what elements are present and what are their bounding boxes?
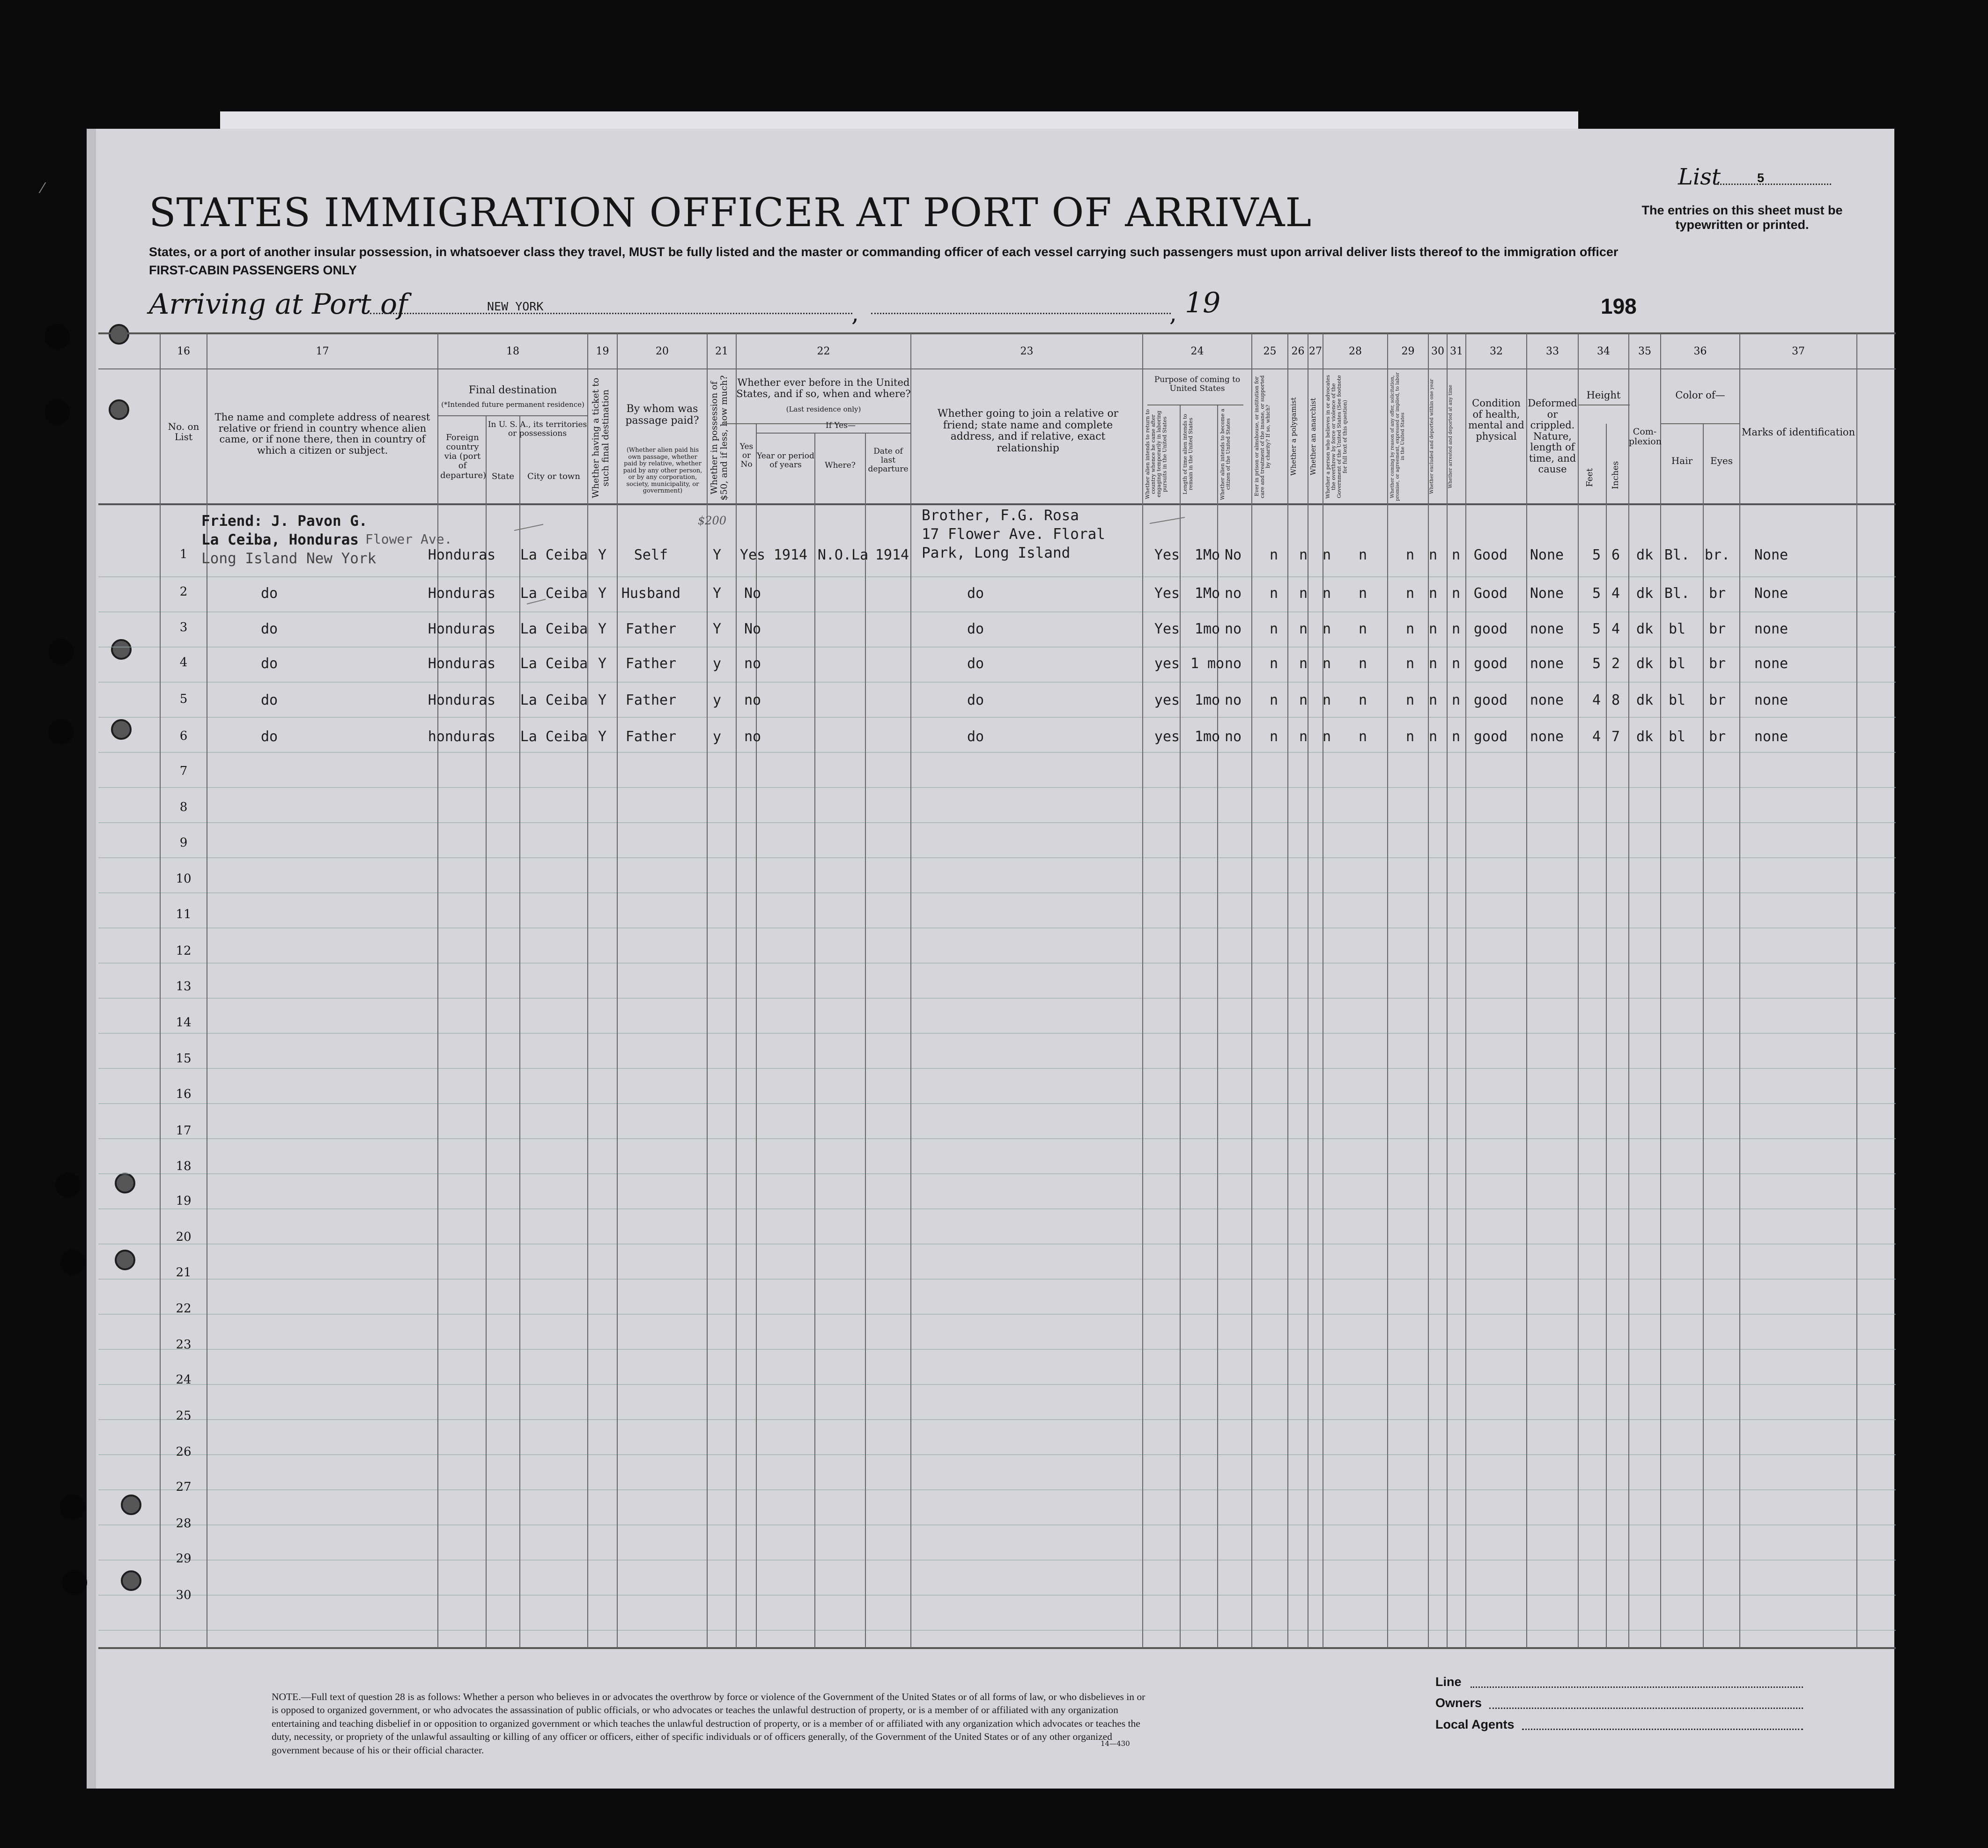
row-number: 12 xyxy=(176,944,192,958)
row-number: 9 xyxy=(179,836,188,850)
joining-cell: do xyxy=(967,621,984,637)
arrested-cell: n xyxy=(1451,729,1461,745)
agents-underline xyxy=(1522,1729,1803,1730)
hair-cell: bl xyxy=(1668,621,1686,637)
purpose-citizen-cell: no xyxy=(1224,585,1242,602)
header-arrested: Whether arrested and deported at any time xyxy=(1448,384,1453,489)
marks-cell: none xyxy=(1754,692,1788,708)
complexion-cell: dk xyxy=(1636,585,1654,602)
typewritten-instruction: The entries on this sheet must be typewritten or printed. xyxy=(1641,203,1843,232)
column-number: 26 xyxy=(1291,346,1305,357)
complexion-cell: dk xyxy=(1636,729,1654,745)
anarchist-cell: n xyxy=(1322,547,1331,563)
ticket-cell: Y xyxy=(598,655,607,672)
passage-paid-cell: Husband xyxy=(621,585,681,602)
arrested-cell: n xyxy=(1451,655,1461,672)
header-final-destination-note: (*Intended future permanent residence) xyxy=(441,400,584,409)
city-cell: La Ceiba xyxy=(520,621,588,637)
purpose-length-cell: 1mo xyxy=(1194,729,1220,745)
excluded-cell: n xyxy=(1428,547,1438,563)
list-number: 5 xyxy=(1757,171,1765,185)
foreign-country-cell: Honduras xyxy=(428,692,496,708)
header-anarchist: Whether an anarchist xyxy=(1309,398,1317,476)
eyes-cell: br xyxy=(1708,655,1726,672)
prison-cell: n xyxy=(1269,729,1279,745)
feet-cell: 4 xyxy=(1592,692,1601,708)
marks-cell: none xyxy=(1754,729,1788,745)
row-number: 5 xyxy=(179,692,188,706)
header-eyes: Eyes xyxy=(1710,455,1733,466)
inches-cell: 6 xyxy=(1611,547,1620,563)
arrested-cell: n xyxy=(1451,547,1461,563)
relative-line-1: Friend: J. Pavon G. xyxy=(201,513,368,530)
header-purpose-citizen: Whether alien intends to become a citizen of the United States xyxy=(1219,408,1232,500)
column-number: 35 xyxy=(1638,346,1651,357)
row-number: 21 xyxy=(176,1266,192,1280)
arrested-cell: n xyxy=(1451,621,1461,637)
where-cell: N.O.La xyxy=(817,547,869,563)
column-number: 37 xyxy=(1792,346,1805,357)
foreign-country-cell: Honduras xyxy=(428,621,496,637)
header-deformed: Deformed or crippled. Nature, length of time, and cause xyxy=(1528,398,1577,475)
header-ever-before: Whether ever before in the United States, and if so, when and where? xyxy=(736,377,911,399)
joining-cell: do xyxy=(967,585,984,602)
stamp-number: 198 xyxy=(1601,294,1637,318)
q28-cell: n xyxy=(1358,621,1367,637)
complexion-cell: dk xyxy=(1636,655,1654,672)
ticket-cell: Y xyxy=(598,692,607,708)
row-number: 29 xyxy=(176,1552,192,1566)
row-number: 26 xyxy=(176,1445,192,1459)
column-number: 25 xyxy=(1263,346,1277,357)
complexion-cell: dk xyxy=(1636,621,1654,637)
deformed-cell: none xyxy=(1530,692,1564,708)
header-year-period: Year or period of years xyxy=(757,451,814,470)
row-number: 13 xyxy=(176,979,192,994)
contract-labor-cell: n xyxy=(1405,547,1415,563)
header-purpose: Purpose of coming to United States xyxy=(1154,375,1241,394)
column-number: 18 xyxy=(506,346,519,357)
q28-cell: n xyxy=(1358,547,1367,563)
condition-cell: Good xyxy=(1473,585,1508,602)
eyes-cell: br xyxy=(1708,729,1726,745)
money-note: $200 xyxy=(698,514,727,527)
header-no-on-list: No. on List xyxy=(168,421,200,443)
header-state: State xyxy=(491,471,515,481)
deformed-cell: none xyxy=(1530,729,1564,745)
passage-paid-cell: Father xyxy=(625,692,677,708)
row-number: 2 xyxy=(179,585,188,599)
hair-cell: bl xyxy=(1668,729,1686,745)
header-prison: Ever in prison or almshouse, or institution for care and treatment of the insane, or supported by charity? If so, which? xyxy=(1254,375,1271,498)
prison-cell: n xyxy=(1269,692,1279,708)
ever-before-cell: no xyxy=(744,692,761,708)
money-cell: y xyxy=(712,729,722,745)
arriving-label: Arriving at Port of xyxy=(149,288,408,321)
column-number: 27 xyxy=(1309,346,1322,357)
header-excluded: Whether excluded and deported within one year xyxy=(1429,379,1434,494)
contract-labor-cell: n xyxy=(1405,692,1415,708)
relative-cell: do xyxy=(260,621,278,637)
joining-cell: do xyxy=(967,729,984,745)
column-number: 30 xyxy=(1431,346,1444,357)
q28-cell: n xyxy=(1358,585,1367,602)
year-cell: 1914 xyxy=(773,547,808,563)
feet-cell: 5 xyxy=(1592,547,1601,563)
column-number: 17 xyxy=(316,346,329,357)
row-number: 20 xyxy=(176,1230,192,1244)
row-number: 30 xyxy=(176,1588,192,1602)
relative-cell: do xyxy=(260,729,278,745)
header-date-last-departure: Date of last departure xyxy=(868,447,909,474)
row-number: 7 xyxy=(179,764,188,778)
header-purpose-return: Whether alien intends to return to country whence he came after engaging temporarily in laboring pursuits in the United States xyxy=(1145,409,1168,499)
column-number: 36 xyxy=(1693,346,1707,357)
excluded-cell: n xyxy=(1428,692,1438,708)
header-question-28: Whether a person who believes in or advocates the overthrow by force or violence of the Government of the United States (See footnote for full text of this question) xyxy=(1325,375,1348,499)
row-number: 25 xyxy=(176,1409,192,1423)
money-cell: y xyxy=(712,692,722,708)
header-yes-or-no: Yes or No xyxy=(739,442,754,470)
purpose-length-cell: 1Mo xyxy=(1194,547,1220,563)
line-label: Line xyxy=(1435,1675,1462,1689)
purpose-return-cell: Yes xyxy=(1154,585,1180,602)
passage-paid-cell: Father xyxy=(625,621,677,637)
header-in-usa: In U. S. A., its territories or possessions xyxy=(488,420,587,439)
purpose-length-cell: 1 mo xyxy=(1190,655,1225,672)
money-cell: y xyxy=(712,655,722,672)
ticket-cell: Y xyxy=(598,729,607,745)
comma: , xyxy=(851,300,859,327)
city-cell: La Ceiba xyxy=(520,585,588,602)
header-height: Height xyxy=(1586,390,1621,401)
relative-cell: do xyxy=(260,655,278,672)
passage-paid-cell: Father xyxy=(625,655,677,672)
prison-cell: n xyxy=(1269,621,1279,637)
condition-cell: Good xyxy=(1473,547,1508,563)
inches-cell: 4 xyxy=(1611,621,1620,637)
column-number: 22 xyxy=(817,346,830,357)
row-number: 23 xyxy=(176,1338,192,1352)
port-value: NEW YORK xyxy=(487,300,544,313)
city-cell: La Ceiba xyxy=(520,729,588,745)
polygamist-cell: n xyxy=(1299,585,1308,602)
excluded-cell: n xyxy=(1428,655,1438,672)
header-where: Where? xyxy=(825,461,856,470)
note-text: —Full text of question 28 is as follows: Whether a person who believes in or advocates the overthrow by force or violence of the Government of the United States or of all forms of law, or who disbelieves in or is opposed to organized government, or who advocates the assassination of public officials, or who advocates or teaches the unlawful destruction of property, or is a member of or affiliated with any organization entertaining and teaching disbelief in or opposition to organized government or which teaches the unlawful destruction of property, or is a member of or affiliated with any organization which advocates or teaches the duty, necessity, or propriety of the unlawful assaulting or killing of any officer or officers, either of specific individuals or of officers generally, of the Government of the United States or of any other organized government because of his or their official character. xyxy=(272,1691,1146,1756)
deformed-cell: none xyxy=(1530,655,1564,672)
purpose-length-cell: 1Mo xyxy=(1194,585,1220,602)
q28-cell: n xyxy=(1358,729,1367,745)
row-number: 6 xyxy=(179,729,188,743)
local-agents-label: Local Agents xyxy=(1435,1717,1515,1731)
purpose-citizen-cell: no xyxy=(1224,729,1242,745)
excluded-cell: n xyxy=(1428,621,1438,637)
ever-before-cell: Yes xyxy=(739,547,766,563)
eyes-cell: br xyxy=(1708,621,1726,637)
row-number: 8 xyxy=(179,800,188,814)
column-number: 16 xyxy=(177,346,190,357)
anarchist-cell: n xyxy=(1322,729,1331,745)
ever-before-cell: no xyxy=(744,729,761,745)
relative-cell: do xyxy=(260,585,278,602)
joining-line-2: 17 Flower Ave. Floral xyxy=(922,526,1105,543)
hair-cell: bl xyxy=(1668,692,1686,708)
header-nearest-relative: The name and complete address of nearest relative or friend in country whence alien came, or if none there, then in country of which a citizen or subject. xyxy=(214,412,430,456)
purpose-return-cell: yes xyxy=(1154,655,1180,672)
contract-labor-cell: n xyxy=(1405,729,1415,745)
feet-cell: 5 xyxy=(1592,585,1601,602)
row-number: 14 xyxy=(176,1016,192,1030)
ever-before-cell: no xyxy=(744,655,761,672)
deformed-cell: None xyxy=(1530,585,1564,602)
contract-labor-cell: n xyxy=(1405,621,1415,637)
relative-cell: do xyxy=(260,692,278,708)
ever-before-cell: No xyxy=(744,621,761,637)
purpose-return-cell: Yes xyxy=(1154,621,1180,637)
row-number: 4 xyxy=(179,655,188,670)
row-number: 28 xyxy=(176,1517,192,1531)
row-number: 11 xyxy=(176,907,192,921)
first-cabin-label: FIRST-CABIN PASSENGERS ONLY xyxy=(149,263,357,277)
header-polygamist: Whether a polygamist xyxy=(1289,397,1298,476)
prison-cell: n xyxy=(1269,585,1279,602)
polygamist-cell: n xyxy=(1299,692,1308,708)
row-number: 16 xyxy=(176,1087,192,1101)
purpose-citizen-cell: No xyxy=(1224,547,1242,563)
joining-line-1: Brother, F.G. Rosa xyxy=(922,507,1079,524)
marks-cell: none xyxy=(1754,655,1788,672)
deformed-cell: None xyxy=(1530,547,1564,563)
polygamist-cell: n xyxy=(1299,547,1308,563)
city-cell: La Ceiba xyxy=(520,692,588,708)
polygamist-cell: n xyxy=(1299,621,1308,637)
feet-cell: 5 xyxy=(1592,621,1601,637)
owners-underline xyxy=(1489,1708,1803,1709)
contract-labor-cell: n xyxy=(1405,585,1415,602)
eyes-cell: br. xyxy=(1704,547,1730,563)
year-prefix: 19 xyxy=(1185,287,1221,319)
row-number: 22 xyxy=(176,1302,192,1316)
purpose-return-cell: yes xyxy=(1154,729,1180,745)
prison-cell: n xyxy=(1269,655,1279,672)
header-contract-labor: Whether coming by reason of any offer, solicitation, promise, or agreement, expressed or implied, to labor in the United States xyxy=(1390,372,1405,501)
row-number: 19 xyxy=(176,1194,192,1208)
column-number: 23 xyxy=(1020,346,1034,357)
header-complexion: Com-plexion xyxy=(1629,427,1662,447)
condition-cell: good xyxy=(1473,621,1508,637)
feet-cell: 4 xyxy=(1592,729,1601,745)
joining-cell: do xyxy=(967,655,984,672)
foreign-country-cell: Honduras xyxy=(428,655,496,672)
purpose-return-cell: Yes xyxy=(1154,547,1180,563)
marks-cell: none xyxy=(1754,621,1788,637)
money-cell: Y xyxy=(712,547,722,563)
hair-cell: Bl. xyxy=(1664,585,1690,602)
column-number: 24 xyxy=(1190,346,1204,357)
line-underline xyxy=(1471,1686,1803,1688)
row-number: 10 xyxy=(176,872,192,886)
column-number: 21 xyxy=(715,346,728,357)
column-number: 33 xyxy=(1546,346,1559,357)
column-number: 20 xyxy=(656,346,669,357)
list-label: List xyxy=(1678,164,1721,190)
header-inches: Inches xyxy=(1611,461,1620,490)
excluded-cell: n xyxy=(1428,729,1438,745)
header-city: City or town xyxy=(527,471,580,481)
edge-mark: ⁄ xyxy=(41,180,44,197)
passage-paid-cell: Self xyxy=(634,547,668,563)
marks-cell: None xyxy=(1754,585,1788,602)
marks-cell: None xyxy=(1754,547,1788,563)
row-number: 15 xyxy=(176,1052,192,1066)
joining-cell: do xyxy=(967,692,984,708)
inches-cell: 2 xyxy=(1611,655,1620,672)
arrested-cell: n xyxy=(1451,585,1461,602)
column-number: 19 xyxy=(596,346,609,357)
joining-line-3: Park, Long Island xyxy=(922,545,1071,561)
form-number: 14—430 xyxy=(1101,1739,1130,1748)
ticket-cell: Y xyxy=(598,621,607,637)
money-cell: Y xyxy=(712,585,722,602)
polygamist-cell: n xyxy=(1299,655,1308,672)
inches-cell: 8 xyxy=(1611,692,1620,708)
ticket-cell: Y xyxy=(598,547,607,563)
feet-cell: 5 xyxy=(1592,655,1601,672)
header-joining-relative: Whether going to join a relative or friend; state name and complete address, and if relative, exact relationship xyxy=(937,408,1119,454)
foreign-country-cell: honduras xyxy=(428,729,496,745)
header-foreign-country: Foreign country via (port of departure) xyxy=(440,433,487,480)
relative-overstrike: Flower Ave. xyxy=(365,531,452,547)
note-label: NOTE. xyxy=(272,1691,301,1702)
purpose-return-cell: yes xyxy=(1154,692,1180,708)
eyes-cell: br xyxy=(1708,585,1726,602)
header-possession-50: Whether in possession of $50, and if less, how much? xyxy=(709,375,729,501)
anarchist-cell: n xyxy=(1322,621,1331,637)
header-passage-note: (Whether alien paid his own passage, whether paid by relative, whether paid by any other person, or by any corporation, society, municipality, or government) xyxy=(623,447,702,495)
column-number: 28 xyxy=(1349,346,1362,357)
column-number: 31 xyxy=(1450,346,1463,357)
row-number: 17 xyxy=(176,1124,192,1138)
comma: , xyxy=(1169,300,1177,327)
passage-paid-cell: Father xyxy=(625,729,677,745)
foreign-country-cell: Honduras xyxy=(428,547,496,563)
purpose-citizen-cell: no xyxy=(1224,621,1242,637)
row-number: 27 xyxy=(176,1480,192,1494)
inches-cell: 7 xyxy=(1611,729,1620,745)
row-number: 18 xyxy=(176,1159,192,1173)
header-feet: Feet xyxy=(1585,468,1595,487)
header-hair: Hair xyxy=(1671,455,1693,466)
row-number: 1 xyxy=(179,547,188,561)
foreign-country-cell: Honduras xyxy=(428,585,496,602)
relative-line-2: La Ceiba, Honduras xyxy=(201,531,359,548)
header-ticket: Whether having a ticket to such final destination xyxy=(591,377,611,498)
ticket-cell: Y xyxy=(598,585,607,602)
header-ever-before-note: (Last residence only) xyxy=(786,405,861,413)
q28-cell: n xyxy=(1358,692,1367,708)
prison-cell: n xyxy=(1269,547,1279,563)
row-number: 24 xyxy=(176,1373,192,1387)
header-condition: Condition of health, mental and physical xyxy=(1468,398,1524,442)
arrested-cell: n xyxy=(1451,692,1461,708)
header-if-yes: If Yes— xyxy=(826,421,856,430)
contract-labor-cell: n xyxy=(1405,655,1415,672)
condition-cell: good xyxy=(1473,729,1508,745)
header-final-destination: Final destination xyxy=(468,384,557,396)
question-28-note xyxy=(272,1690,1152,1757)
row-number: 3 xyxy=(179,620,188,634)
subtitle-line: States, or a port of another insular possession, in whatsoever class they travel, MUST be fully listed and the master or commanding officer of each vessel carrying such passengers must upon arrival deliver lists thereof to the immigration officer xyxy=(149,245,1618,259)
excluded-cell: n xyxy=(1428,585,1438,602)
condition-cell: good xyxy=(1473,655,1508,672)
polygamist-cell: n xyxy=(1299,729,1308,745)
purpose-length-cell: 1mo xyxy=(1194,621,1220,637)
column-number: 32 xyxy=(1490,346,1503,357)
column-number: 34 xyxy=(1597,346,1610,357)
header-color-of: Color of— xyxy=(1675,390,1725,401)
owners-label: Owners xyxy=(1435,1696,1482,1710)
purpose-length-cell: 1mo xyxy=(1194,692,1220,708)
anarchist-cell: n xyxy=(1322,692,1331,708)
purpose-citizen-cell: no xyxy=(1224,655,1242,672)
inches-cell: 4 xyxy=(1611,585,1620,602)
header-passage-paid: By whom was passage paid? xyxy=(625,403,699,427)
complexion-cell: dk xyxy=(1636,547,1654,563)
anarchist-cell: n xyxy=(1322,655,1331,672)
column-number: 29 xyxy=(1401,346,1415,357)
complexion-cell: dk xyxy=(1636,692,1654,708)
eyes-cell: br xyxy=(1708,692,1726,708)
deformed-cell: none xyxy=(1530,621,1564,637)
city-cell: La Ceiba xyxy=(520,655,588,672)
page-title: STATES IMMIGRATION OFFICER AT PORT OF ARRIVAL xyxy=(149,190,1312,236)
money-cell: Y xyxy=(712,621,722,637)
anarchist-cell: n xyxy=(1322,585,1331,602)
q28-cell: n xyxy=(1358,655,1367,672)
header-marks: Marks of identification xyxy=(1741,427,1855,438)
purpose-citizen-cell: no xyxy=(1224,692,1242,708)
relative-line-3: Long Island New York xyxy=(201,550,377,567)
condition-cell: good xyxy=(1473,692,1508,708)
ever-before-cell: No xyxy=(744,585,761,602)
departure-date-cell: 1914 xyxy=(875,547,909,563)
hair-cell: Bl. xyxy=(1664,547,1690,563)
header-purpose-length: Length of time alien intends to remain in the United States xyxy=(1182,413,1194,495)
hair-cell: bl xyxy=(1668,655,1686,672)
city-cell: La Ceiba xyxy=(520,547,588,563)
